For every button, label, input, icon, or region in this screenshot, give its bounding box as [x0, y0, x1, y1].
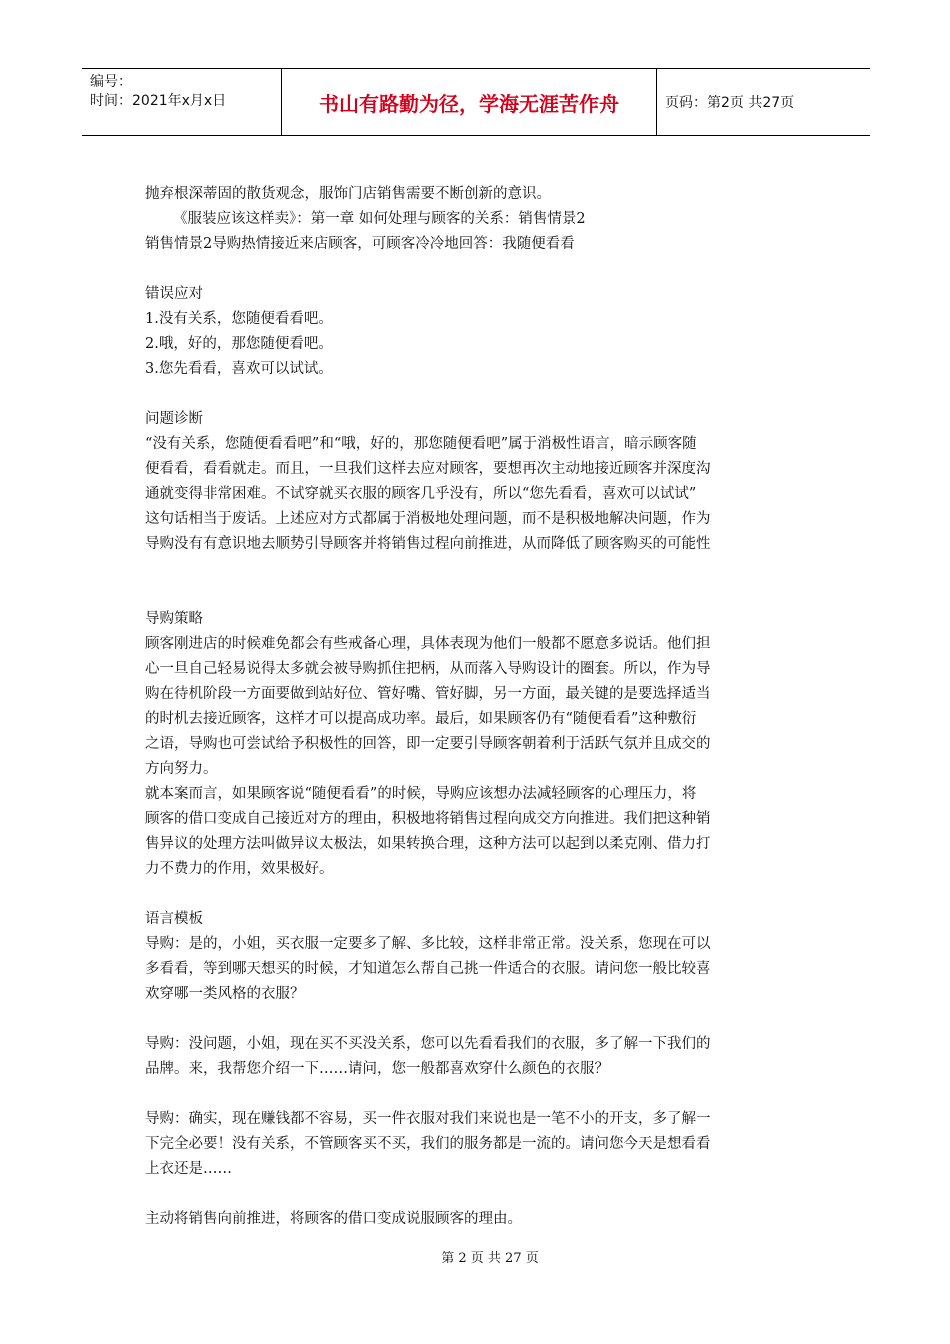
- text-line: 导购：是的，小姐，买衣服一定要多了解、多比较，这样非常正常。没关系，您现在可以: [145, 936, 711, 952]
- text-line: 导购：确实，现在赚钱都不容易，买一件衣服对我们来说也是一笔不小的开支，多了解一: [145, 1111, 711, 1127]
- paragraph: 抛弃根深蒂固的散货观念，服饰门店销售需要不断创新的意识。: [145, 186, 551, 202]
- header-page-info: 页码：第2页 共27页: [665, 95, 795, 111]
- text-line: “没有关系，您随便看看吧”和“哦，好的，那您随便看吧”属于消极性语言，暗示顾客随: [145, 436, 697, 452]
- text-line: 下完全必要！没有关系，不管顾客买不买，我们的服务都是一流的。请问您今天是想看看: [145, 1136, 711, 1152]
- text-line: 的时机去接近顾客，这样才可以提高成功率。最后，如果顾客仍有“随便看看”这种敷衍: [145, 711, 697, 727]
- doc-id-label: 编号：: [90, 74, 132, 90]
- section-heading-strategy: 导购策略: [145, 611, 203, 627]
- page-header: [82, 68, 870, 136]
- text-line: 多看看，等到哪天想买的时候，才知道怎么帮自己挑一件适合的衣服。请问您一般比较喜: [145, 961, 711, 977]
- list-item: 1.没有关系，您随便看看吧。: [145, 311, 333, 327]
- text-line: 通就变得非常困难。不试穿就买衣服的顾客几乎没有，所以“您先看看，喜欢可以试试”: [145, 486, 697, 502]
- section-heading-template: 语言模板: [145, 911, 203, 927]
- text-line: 上衣还是……: [145, 1161, 232, 1177]
- text-line: 顾客的借口变成自己接近对方的理由，积极地将销售过程向成交方向推进。我们把这种销: [145, 811, 711, 827]
- chapter-title: 《服装应该这样卖》：第一章 如何处理与顾客的关系：销售情景2: [173, 211, 586, 227]
- list-item: 2.哦，好的，那您随便看吧。: [145, 336, 333, 352]
- text-line: 导购：没问题，小姐，现在买不买没关系，您可以先看看我们的衣服，多了解一下我们的: [145, 1036, 711, 1052]
- section-heading-wrong: 错误应对: [145, 286, 203, 302]
- header-meta: [82, 69, 282, 135]
- section-heading-diagnosis: 问题诊断: [145, 411, 203, 427]
- text-line: 顾客刚进店的时候难免都会有些戒备心理，具体表现为他们一般都不愿意多说话。他们担: [145, 636, 711, 652]
- header-motto: 书山有路勤为径，学海无涯苦作舟: [282, 69, 657, 135]
- document-body: [145, 182, 810, 1232]
- closing-line: 主动将销售向前推进，将顾客的借口变成说服顾客的理由。: [145, 1211, 522, 1227]
- text-line: 便看看，看看就走。而且，一旦我们这样去应对顾客，要想再次主动地接近顾客并深度沟: [145, 461, 711, 477]
- text-line: 之语，导购也可尝试给予积极性的回答，即一定要引导顾客朝着利于活跃气氛并且成交的: [145, 736, 711, 752]
- list-item: 3.您先看看，喜欢可以试试。: [145, 361, 333, 377]
- doc-date: 时间：2021年x月x日: [90, 93, 227, 109]
- text-line: 欢穿哪一类风格的衣服？: [145, 986, 305, 1002]
- text-line: 心一旦自己轻易说得太多就会被导购抓住把柄，从而落入导购设计的圈套。所以，作为导: [145, 661, 711, 677]
- text-line: 购在待机阶段一方面要做到站好位、管好嘴、管好脚，另一方面，最关键的是要选择适当: [145, 686, 711, 702]
- text-line: 导购没有有意识地去顺势引导顾客并将销售过程向前推进，从而降低了顾客购买的可能性: [145, 536, 711, 552]
- scenario-title: 销售情景2导购热情接近来店顾客，可顾客冷冷地回答：我随便看看: [145, 236, 575, 252]
- text-line: 这句话相当于废话。上述应对方式都属于消极地处理问题，而不是积极地解决问题，作为: [145, 511, 711, 527]
- text-line: 就本案而言，如果顾客说“随便看看”的时候，导购应该想办法减轻顾客的心理压力，将: [145, 786, 697, 802]
- page-footer: 第 2 页 共 27 页: [441, 1251, 539, 1266]
- text-line: 品牌。来，我帮您介绍一下……请问，您一般都喜欢穿什么颜色的衣服？: [145, 1061, 609, 1077]
- text-line: 方向努力。: [145, 761, 218, 777]
- text-line: 力不费力的作用，效果极好。: [145, 861, 334, 877]
- text-line: 售异议的处理方法叫做异议太极法，如果转换合理，这种方法可以起到以柔克刚、借力打: [145, 836, 711, 852]
